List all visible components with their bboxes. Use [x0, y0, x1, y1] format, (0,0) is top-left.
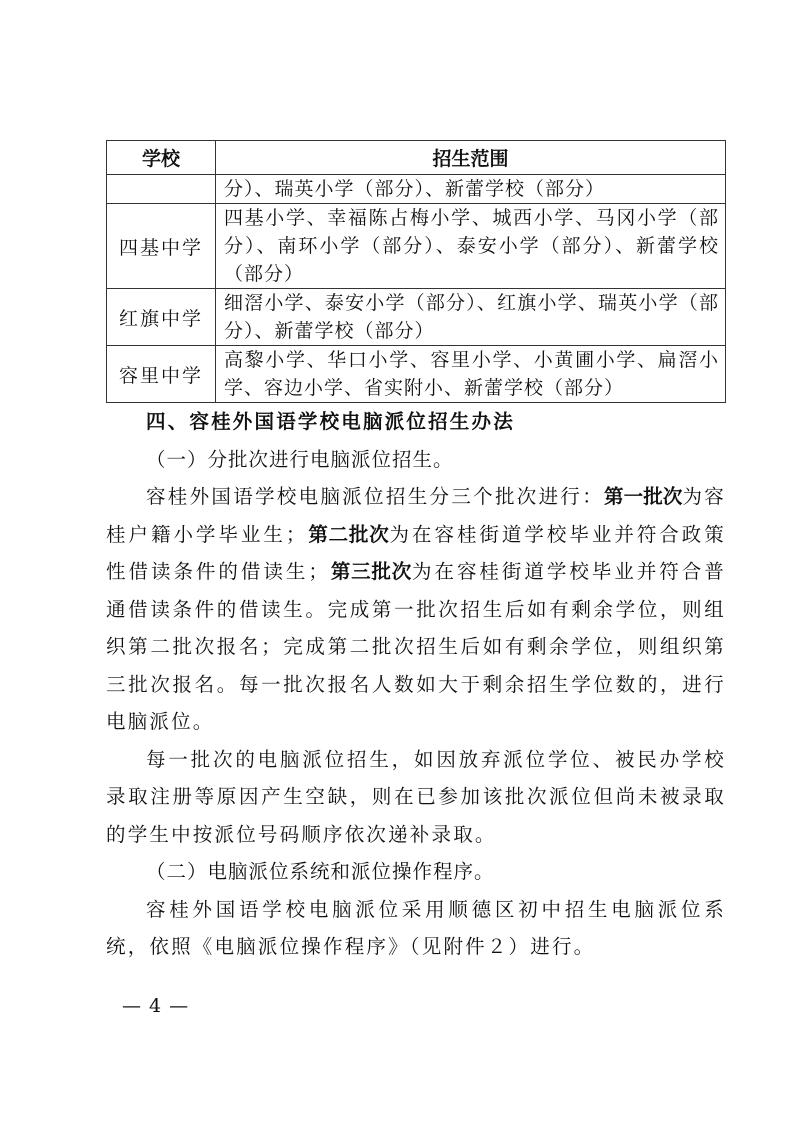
- range-cell: 高黎小学、华口小学、容里小学、小黄圃小学、扁滘小学、容边小学、省实附小、新蕾学校（部分）: [216, 346, 726, 403]
- page-number: — 4 —: [122, 995, 190, 1017]
- school-cell: 四基中学: [107, 204, 216, 289]
- document-body: [106, 403, 726, 966]
- bold-text: 第二批次: [307, 522, 390, 546]
- range-cell: 细滘小学、泰安小学（部分）、红旗小学、瑞英小学（部分）、新蕾学校（部分）: [216, 289, 726, 346]
- paragraph: 容桂外国语学校电脑派位采用顺德区初中招生电脑派位系统，依照《电脑派位操作程序》（见附件２）进行。: [106, 897, 726, 958]
- paragraph: [106, 478, 726, 741]
- header-range: 招生范围: [216, 141, 726, 175]
- bold-text: 第三批次: [330, 560, 412, 583]
- section-heading: 四、容桂外国语学校电脑派位招生办法: [146, 410, 515, 433]
- table-row: [107, 175, 726, 204]
- text: 为在容桂街道学校毕业并符合普通借读条件的借读生。完成第一批次招生后如有剩余学位，则组织第二批次报名；完成第二批次招生后如有剩余学位，则组织第三批次报名。每一批次报名人数如大于剩余招生学位数的，进行电脑派位。: [106, 560, 726, 733]
- school-cell: [107, 175, 216, 204]
- table-row: [107, 204, 726, 289]
- table-row: [107, 346, 726, 403]
- range-cell: 四基小学、幸福陈占梅小学、城西小学、马冈小学（部分）、南环小学（部分）、泰安小学（部分）、新蕾学校（部分）: [216, 204, 726, 289]
- paragraph: 每一批次的电脑派位招生，如因放弃派位学位、被民办学校录取注册等原因产生空缺，则在已参加该批次派位但尚未被录取的学生中按派位号码顺序依次递补录取。: [106, 747, 726, 846]
- header-school: 学校: [107, 141, 216, 175]
- table-header-row: [107, 141, 726, 175]
- range-cell: 分）、瑞英小学（部分）、新蕾学校（部分）: [216, 175, 726, 204]
- text: 为容桂户籍小学毕业生；: [106, 485, 726, 546]
- school-cell: 容里中学: [107, 346, 216, 403]
- text: 容桂外国语学校电脑派位招生分三个批次进行：: [146, 485, 605, 508]
- admission-scope-table: [106, 140, 726, 403]
- table-row: [107, 289, 726, 346]
- bold-text: 第一批次: [604, 485, 683, 508]
- school-cell: 红旗中学: [107, 289, 216, 346]
- subsection-heading: （二）电脑派位系统和派位操作程序。: [146, 860, 495, 883]
- subsection-heading: （一）分批次进行电脑派位招生。: [146, 447, 454, 471]
- text: 为在容桂街道学校毕业并符合政策性借读条件的借读生；: [106, 522, 726, 583]
